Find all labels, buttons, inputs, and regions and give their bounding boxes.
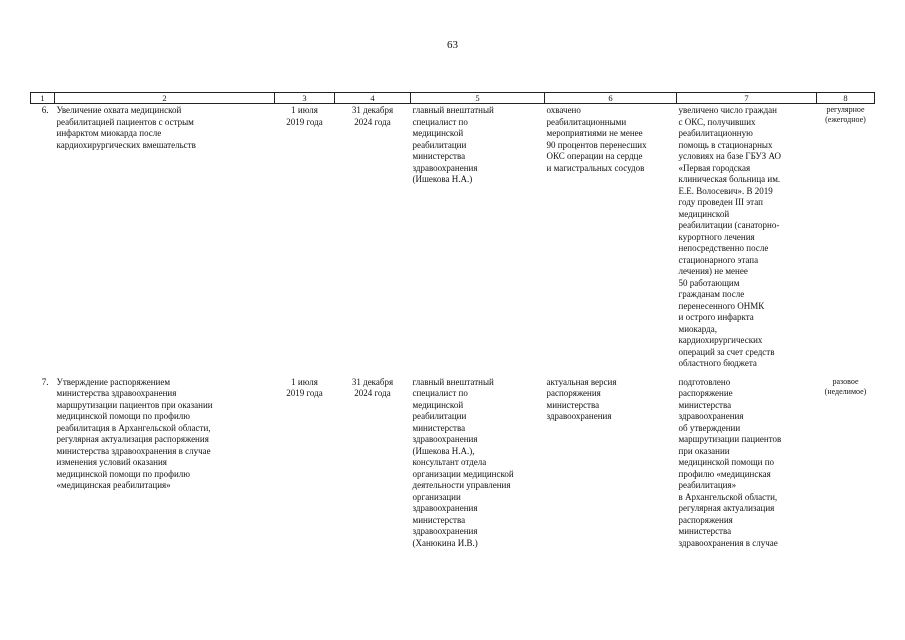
- frequency: регулярное (ежегодное): [825, 105, 866, 124]
- start-date: 1 июля 2019 года: [286, 376, 323, 398]
- table-row: [31, 370, 875, 550]
- header-cell-6: 6: [545, 93, 677, 104]
- end-date: 31 декабря 2024 года: [351, 376, 394, 398]
- header-cell-1: 1: [31, 93, 55, 104]
- task-description: Утверждение распоряжением министерства здравоохранения маршрутизации пациентов при оказании медицинской помощи по профилю реабилитация в Архангельской области, регулярная актуализация распоряжения министерства здравоохранения в случае изменения условий оказания медицинской помощи по профилю «медицинская реабилитация»: [56, 376, 213, 490]
- row-number: 7.: [41, 376, 49, 387]
- frequency: разовое (неделимое): [824, 376, 867, 396]
- start-date: 1 июля 2019 года: [286, 105, 323, 127]
- header-cell-3: 3: [275, 93, 335, 104]
- responsible-person: главный внештатный специалист по медицинской реабилитации министерства здравоохранения (Ишекова Н.А.): [412, 105, 494, 184]
- result-description: увеличено число граждан с ОКС, получивших реабилитационную помощь в стационарных условиях на базе ГБУЗ АО «Первая городская клиническая больница им. Е.Е. Волосевич». В 2019 году проведен III этап медицинской реабилитации (санаторно- курортного лечения непосредственно после стационарного этапа лечения) не менее 50 работающим гражданам после перенесенного ОНМК и острого инфаркта миокарда, кардиохирургических операций за счет средств областного бюджета: [678, 105, 781, 368]
- task-description: Увеличение охвата медицинской реабилитацией пациентов с острым инфарктом миокарда после кардиохирургических вмешательств: [56, 105, 196, 150]
- target-indicator: охвачено реабилитационными мероприятиями не менее 90 процентов перенесших ОКС операции на сердце и магистральных сосудов: [546, 105, 647, 173]
- header-cell-7: 7: [677, 93, 817, 104]
- header-row: [31, 93, 875, 104]
- header-cell-8: 8: [817, 93, 875, 104]
- end-date: 31 декабря 2024 года: [351, 105, 394, 127]
- responsible-person: главный внештатный специалист по медицинской реабилитации министерства здравоохранения (Ишекова Н.А.), консультант отдела организации медицинской деятельности управления организации здравоохранения министерства здравоохранения (Ханюкина И.В.): [412, 376, 514, 548]
- result-description: подготовлено распоряжение министерства здравоохранения об утверждении маршрутизации пациентов при оказании медицинской помощи по профилю «медицинская реабилитация» в Архангельской области, регулярная актуализация распоряжения министерства здравоохранения в случае: [678, 376, 782, 548]
- target-indicator: актуальная версия распоряжения министерства здравоохранения: [546, 376, 617, 421]
- header-cell-5: 5: [411, 93, 545, 104]
- row-number: 6.: [41, 105, 49, 115]
- table-row: [31, 104, 875, 370]
- header-cell-2: 2: [55, 93, 275, 104]
- page-number: 63: [447, 39, 458, 51]
- activities-table: [30, 92, 875, 549]
- header-cell-4: 4: [335, 93, 411, 104]
